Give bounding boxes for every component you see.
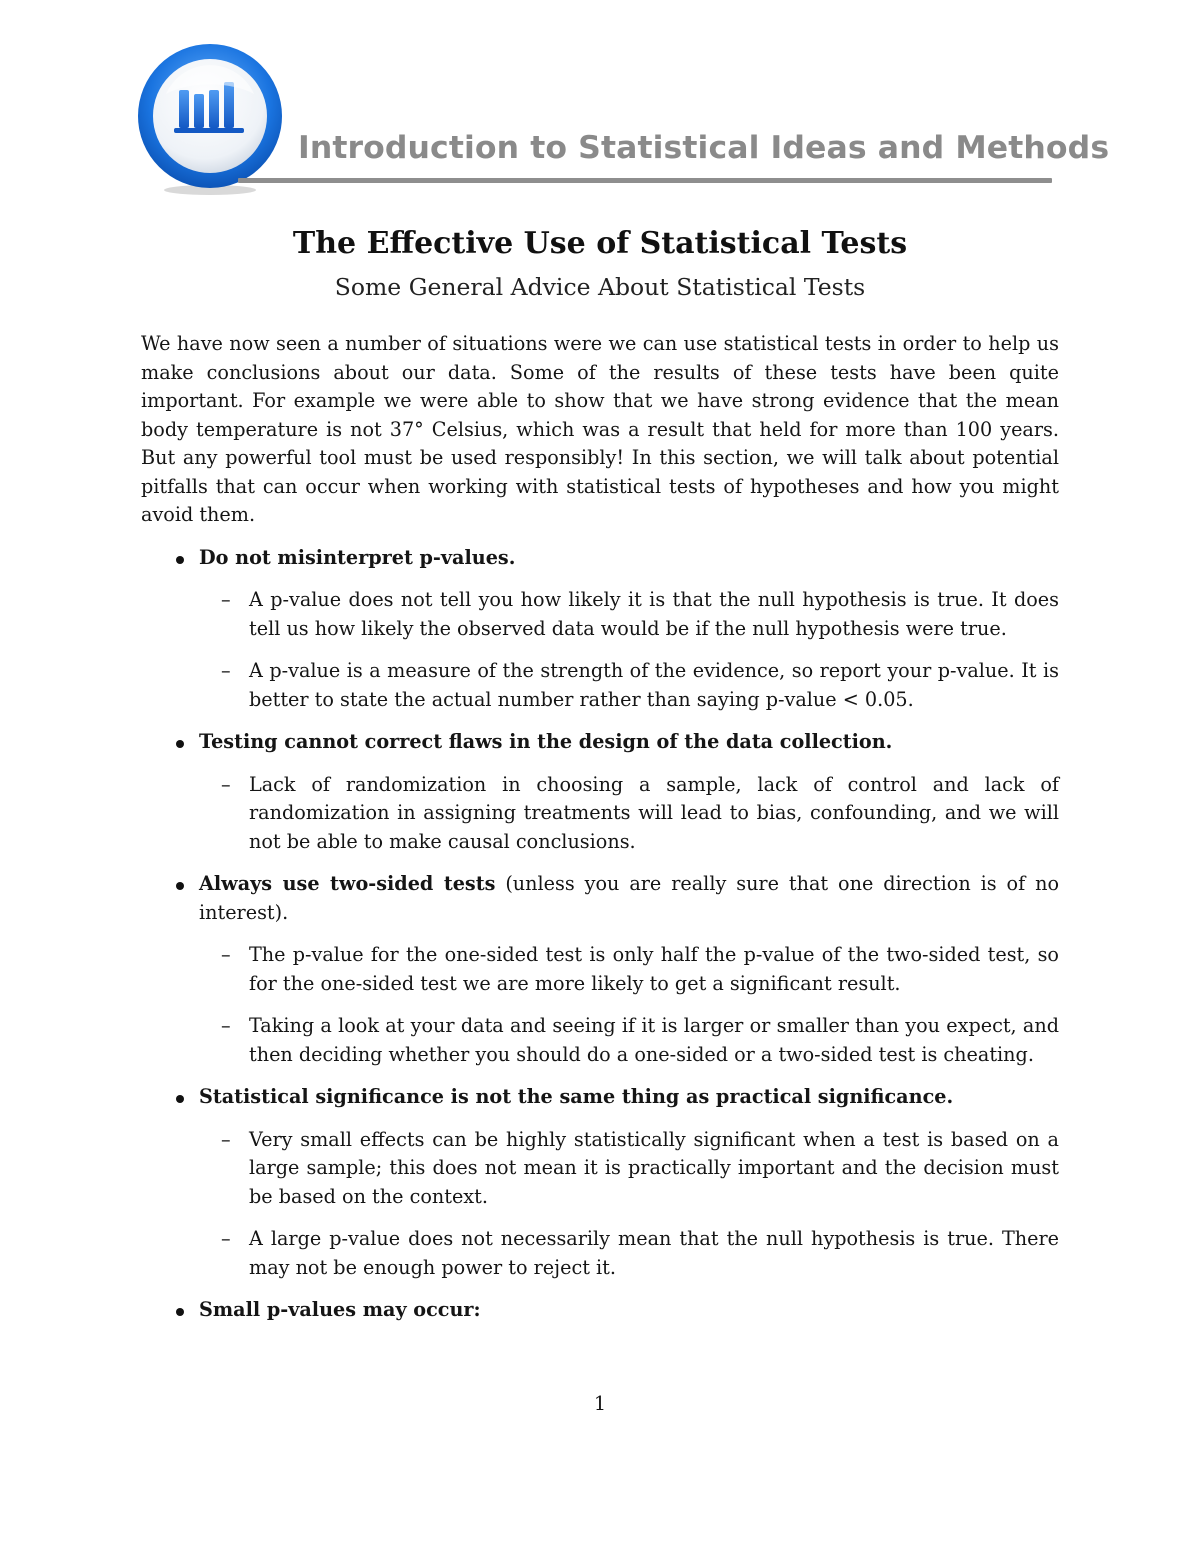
advice-list — [141, 544, 1059, 1325]
advice-sublist — [199, 586, 1059, 714]
advice-subitem: – The p-value for the one-sided test is only half the p-value of the two-sided test, so for the one-sided test we are more likely to get a significant result. — [199, 941, 1059, 998]
advice-heading-bold: Small p-values may occur: — [199, 1298, 481, 1321]
document-title: The Effective Use of Statistical Tests — [292, 226, 908, 261]
course-logo — [134, 44, 286, 196]
advice-sublist — [199, 771, 1059, 857]
advice-heading-bold: Statistical significance is not the same thing as practical significance. — [199, 1085, 954, 1108]
advice-item — [141, 870, 1059, 1069]
advice-heading — [199, 1296, 1059, 1325]
advice-heading — [199, 870, 1059, 927]
page-number: 1 — [593, 1392, 607, 1415]
advice-heading — [199, 728, 1059, 757]
advice-heading-note: (unless you are really sure that one direction is of no interest). — [199, 872, 1060, 924]
advice-item — [141, 728, 1059, 856]
advice-sublist — [199, 1126, 1059, 1283]
advice-subitem: – Lack of randomization in choosing a sample, lack of control and lack of randomization in assigning treatments will lead to bias, confounding, and we will not be able to make causal conclusions. — [199, 771, 1059, 857]
advice-item — [141, 544, 1059, 715]
advice-subitem: – A p-value does not tell you how likely it is that the null hypothesis is true. It does tell us how likely the observed data would be if the null hypothesis were true. — [199, 586, 1059, 643]
advice-heading — [199, 544, 1059, 573]
advice-heading-bold: Testing cannot correct flaws in the design of the data collection. — [199, 730, 893, 753]
advice-heading — [199, 1083, 1059, 1112]
advice-sublist — [199, 941, 1059, 1069]
header-rule — [238, 178, 1052, 183]
document-subtitle: Some General Advice About Statistical Tests — [334, 273, 866, 301]
intro-paragraph: We have now seen a number of situations were we can use statistical tests in order to help us make conclusions about our data. Some of the results of these tests have been quite important. For example we were able to show that we have strong evidence that the mean body temperature is not 37° Celsius, which was a result that held for more than 100 years. But any powerful tool must be used responsibly! In this section, we will talk about potential pitfalls that can occur when working with statistical tests of hypotheses and how you might avoid them. — [141, 332, 1059, 526]
advice-subitem: – Very small effects can be highly statistically significant when a test is based on a large sample; this does not mean it is practically important and the decision must be based on the context. — [199, 1126, 1059, 1212]
advice-heading-bold: Do not misinterpret p-values. — [199, 545, 516, 569]
advice-item — [141, 1083, 1059, 1282]
advice-subitem: – A p-value is a measure of the strength of the evidence, so report your p-value. It is better to state the actual number rather than saying p-value < 0.05. — [199, 657, 1059, 714]
course-title: Introduction to Statistical Ideas and Methods — [298, 130, 1110, 166]
document-body — [141, 330, 1059, 1339]
advice-heading-bold: Always use two-sided tests — [199, 872, 496, 895]
advice-subitem: – Taking a look at your data and seeing if it is larger or smaller than you expect, and then deciding whether you should do a one-sided or a two-sided test is cheating. — [199, 1012, 1059, 1069]
advice-item — [141, 1296, 1059, 1325]
advice-subitem: – A large p-value does not necessarily mean that the null hypothesis is true. There may not be enough power to reject it. — [199, 1225, 1059, 1282]
